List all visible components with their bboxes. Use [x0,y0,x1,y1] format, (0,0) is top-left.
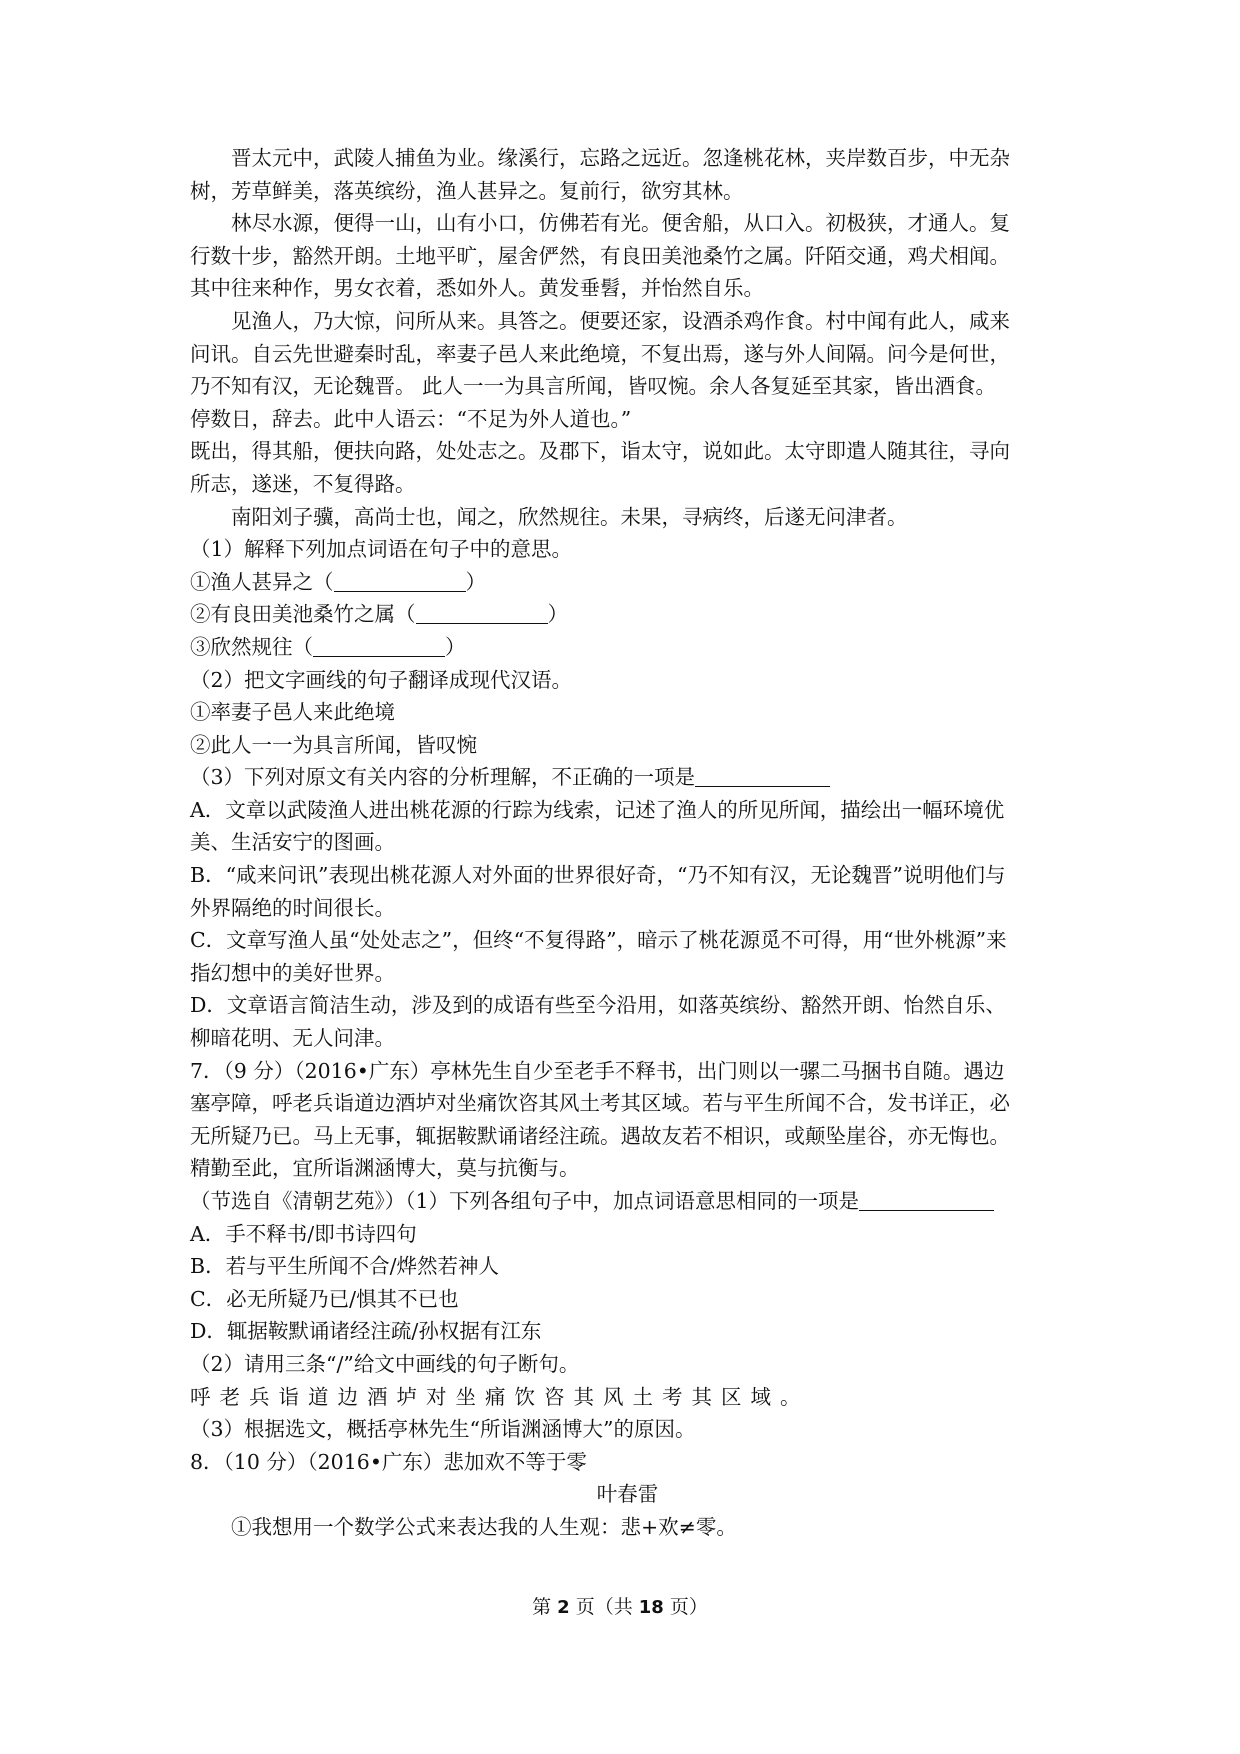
q6-part2-item: ①率妻子邑人来此绝境 [190,700,395,725]
passage-line: 既出，得其船，便扶向路，处处志之。及郡下，诣太守，说如此。太守即遣人随其往，寻向 [190,439,1010,464]
answer-blank[interactable] [695,764,830,787]
footer-text: 页（共 [569,1596,639,1618]
q7-part2-sentence: 呼老兵诣道边酒垆对坐痛饮咨其风土考其区域。 [190,1384,810,1409]
item-text: ） [547,602,568,627]
q7-option: A．手不释书/即书诗四句 [190,1221,417,1246]
passage-line: 行数十步，豁然开朗。土地平旷，屋舍俨然，有良田美池桑竹之属。阡陌交通，鸡犬相闻。 [190,243,1010,268]
q7-text-line: 7．（9 分）（2016•广东）亭林先生自少至老手不释书，出门则以一骡二马捆书自随。遇边 [190,1058,1005,1083]
q6-part1-stem: （1）解释下列加点词语在句子中的意思。 [190,537,573,562]
page-footer [0,1595,1240,1620]
stem-text: （节选自《清朝艺苑》）（1）下列各组句子中，加点词语意思相同的一项是 [190,1189,860,1213]
footer-text: 页） [663,1596,708,1618]
passage-line: 南阳刘子骥，高尚士也，闻之，欣然规往。未果，寻病终，后遂无问津者。 [231,504,908,529]
passage-line: 停数日，辞去。此中人语云：“不足为外人道也。” [190,406,632,431]
q6-part2-item: ②此人一一为具言所闻，皆叹惋 [190,732,477,757]
q8-title: 8．（10 分）（2016•广东）悲加欢不等于零 [190,1449,587,1474]
passage-line: 林尽水源，便得一山，山有小口，仿佛若有光。便舍船，从口入。初极狭，才通人。复 [231,211,1010,236]
q7-option: D．辄据鞍默诵诸经注疏/孙权据有江东 [190,1319,542,1344]
item-text: ） [465,569,486,594]
item-text: ） [445,634,466,659]
item-text: ②有良田美池桑竹之属（ [190,602,416,627]
page-total: 18 [638,1597,664,1618]
q6-option-line: D．文章语言简洁生动，涉及到的成语有些至今沿用，如落英缤纷、豁然开朗、怡然自乐、 [190,993,1006,1018]
passage-line: 所志，遂迷，不复得路。 [190,471,416,496]
q7-text-line: 精勤至此，宜所诣渊涵博大，莫与抗衡与。 [190,1156,580,1181]
q7-text-line: 无所疑乃已。马上无事，辄据鞍默诵诸经注疏。遇故友若不相识，或颠坠崖谷，亦无悔也。 [190,1123,1010,1148]
q6-part1-item [190,631,1065,664]
item-text: ③欣然规往（ [190,634,313,659]
q6-part2-stem: （2）把文字画线的句子翻译成现代汉语。 [190,667,573,692]
q7-part3-stem: （3）根据选文，概括亭林先生“所诣渊涵博大”的原因。 [190,1417,696,1442]
q6-part1-item [190,566,1065,599]
page-number: 2 [557,1597,570,1618]
q6-option-line: A．文章以武陵渔人进出桃花源的行踪为线索，记述了渔人的所见所闻，描绘出一幅环境优 [190,797,1005,822]
document-body [190,142,1065,1544]
q7-part2-stem: （2）请用三条“/”给文中画线的句子断句。 [190,1351,580,1376]
q6-part1-item [190,598,1065,631]
answer-blank[interactable] [859,1188,994,1211]
passage-line: 问讯。自云先世避秦时乱，率妻子邑人来此绝境，不复出焉，遂与外人间隔。问今是何世， [190,341,1010,366]
passage-line: 乃不知有汉，无论魏晋。 此人一一为具言所闻，皆叹惋。余人各复延至其家，皆出酒食。 [190,374,997,399]
item-text: ①渔人甚异之（ [190,569,334,594]
q8-author: 叶春雷 [596,1482,659,1507]
q7-text-line: 塞亭障，呼老兵诣道边酒垆对坐痛饮咨其风土考其区域。若与平生所闻不合，发书详正，必 [190,1091,1010,1116]
q6-option-line: 指幻想中的美好世界。 [190,960,395,985]
q6-option-line: 美、生活安宁的图画。 [190,830,395,855]
passage-line: 见渔人，乃大惊，问所从来。具答之。便要还家，设酒杀鸡作食。村中闻有此人，咸来 [231,308,1010,333]
q6-part3-stem [190,761,1065,794]
q7-option: B．若与平生所闻不合/烨然若神人 [190,1254,499,1279]
answer-blank[interactable] [416,601,548,624]
footer-text: 第 [532,1596,558,1618]
answer-blank[interactable] [313,634,445,657]
passage-line: 其中往来种作，男女衣着，悉如外人。黄发垂髫，并怡然自乐。 [190,276,764,301]
q8-first-line: ①我想用一个数学公式来表达我的人生观：悲+欢≠零。 [231,1514,737,1539]
q6-option-line: C．文章写渔人虽“处处志之”，但终“不复得路”，暗示了桃花源觅不可得，用“世外桃源”来 [190,928,1007,953]
answer-blank[interactable] [334,569,466,592]
q6-option-line: 外界隔绝的时间很长。 [190,895,395,920]
q6-option-line: B．“咸来问讯”表现出桃花源人对外面的世界很好奇，“乃不知有汉，无论魏晋”说明他们与 [190,863,1006,888]
passage-line: 晋太元中，武陵人捕鱼为业。缘溪行，忘路之远近。忽逢桃花林，夹岸数百步，中无杂 [231,146,1010,170]
passage-line: 树，芳草鲜美，落英缤纷，渔人甚异之。复前行，欲穷其林。 [190,178,744,203]
q7-part1-stem [190,1185,1065,1218]
stem-text: （3）下列对原文有关内容的分析理解，不正确的一项是 [190,765,696,790]
q7-option: C．必无所疑乃已/惧其不已也 [190,1286,459,1311]
q6-option-line: 柳暗花明、无人问津。 [190,1026,395,1051]
